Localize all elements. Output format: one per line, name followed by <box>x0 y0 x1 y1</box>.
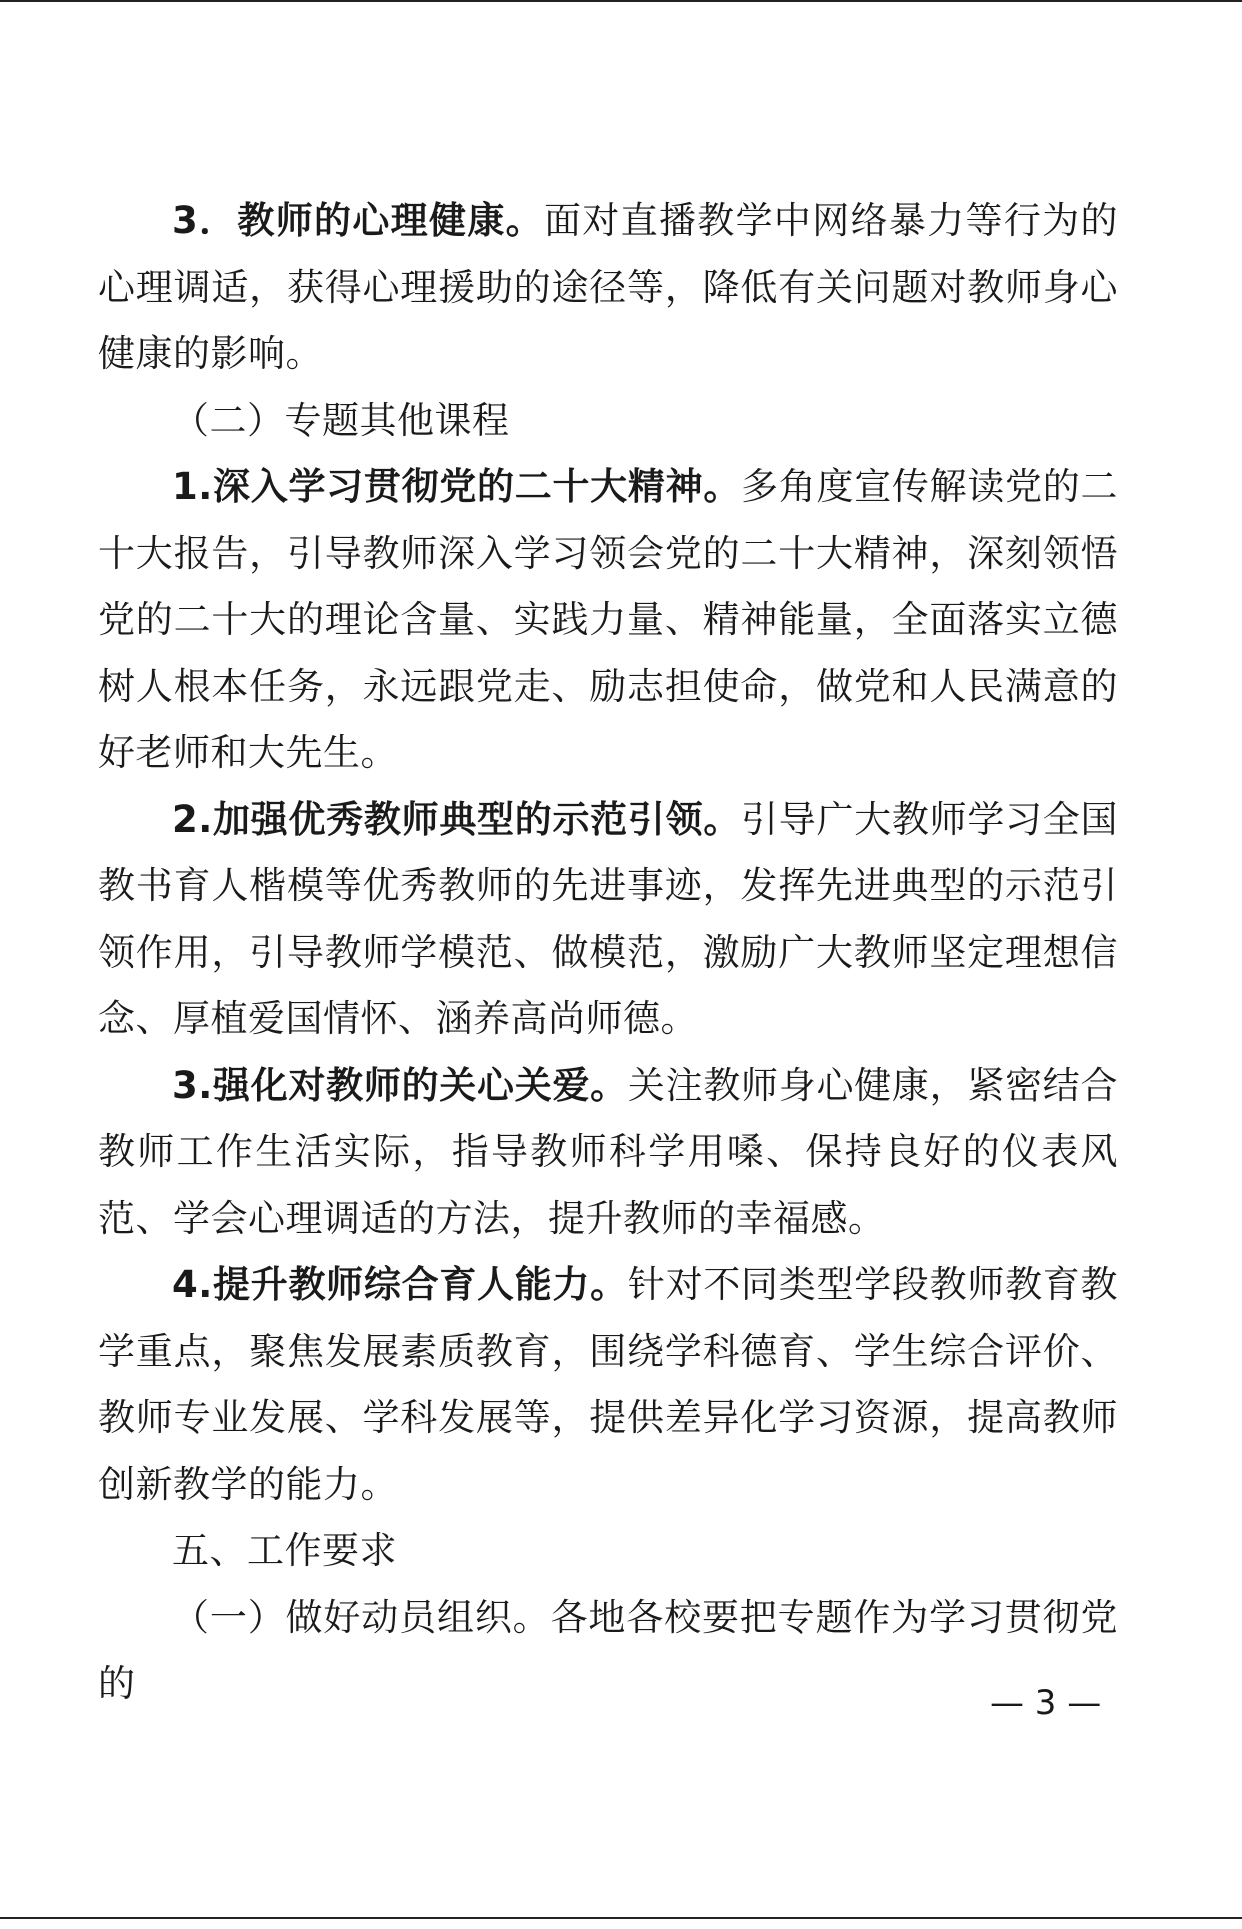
paragraph-mobilization <box>98 1585 1118 1718</box>
paragraph-text: 关注教师身心健康，紧密结合教师工作生活实际，指导教师科学用嗓、保持良好的仪表风范、学会心理调适的方法，提升教师的幸福感。 <box>98 1063 1118 1240</box>
paragraph-text: 面对直播教学中网络暴力等行为的心理调适，获得心理援助的途径等，降低有关问题对教师身心健康的影响。 <box>98 199 1119 375</box>
paragraph-heading: 4.提升教师综合育人能力。 <box>172 1263 628 1306</box>
paragraph-teacher-mental-health <box>98 188 1118 388</box>
section-heading-work-requirements <box>98 1518 1118 1585</box>
paragraph-exemplary-teachers <box>98 787 1118 1053</box>
paragraph-text: 引导广大教师学习全国教书育人楷模等优秀教师的先进事迹，发挥先进典型的示范引领作用，引导教师学模范、做模范，激励广大教师坚定理想信念、厚植爱国情怀、涵养高尚师德。 <box>98 797 1118 1040</box>
document-body <box>98 188 1118 1718</box>
section-heading-other-courses <box>98 388 1118 455</box>
paragraph-text: （二）专题其他课程 <box>172 398 510 442</box>
paragraph-comprehensive-ability <box>98 1252 1118 1518</box>
paragraph-heading: 2.加强优秀教师典型的示范引领。 <box>172 797 742 841</box>
bottom-border-line <box>0 1917 1242 1919</box>
paragraph-text: 五、工作要求 <box>172 1529 397 1572</box>
paragraph-care-for-teachers <box>98 1053 1118 1253</box>
paragraph-text: （一）做好动员组织。各地各校要把专题作为学习贯彻党的 <box>98 1595 1118 1705</box>
paragraph-heading: 3.强化对教师的关心关爱。 <box>172 1063 628 1107</box>
page-number: — 3 — <box>990 1683 1102 1723</box>
top-border-line <box>0 0 1242 2</box>
paragraph-heading: 3．教师的心理健康。 <box>172 199 544 242</box>
paragraph-heading: 1.深入学习贯彻党的二十大精神。 <box>172 465 742 508</box>
paragraph-text: 针对不同类型学段教师教育教学重点，聚焦发展素质教育，围绕学科德育、学生综合评价、教师专业发展、学科发展等，提供差异化学习资源，提高教师创新教学的能力。 <box>98 1263 1118 1506</box>
paragraph-text: 多角度宣传解读党的二十大报告，引导教师深入学习领会党的二十大精神，深刻领悟党的二十大的理论含量、实践力量、精神能量，全面落实立德树人根本任务，永远跟党走、励志担使命，做党和人民满意的好老师和大先生。 <box>98 465 1118 774</box>
paragraph-study-twentieth-congress <box>98 454 1118 787</box>
